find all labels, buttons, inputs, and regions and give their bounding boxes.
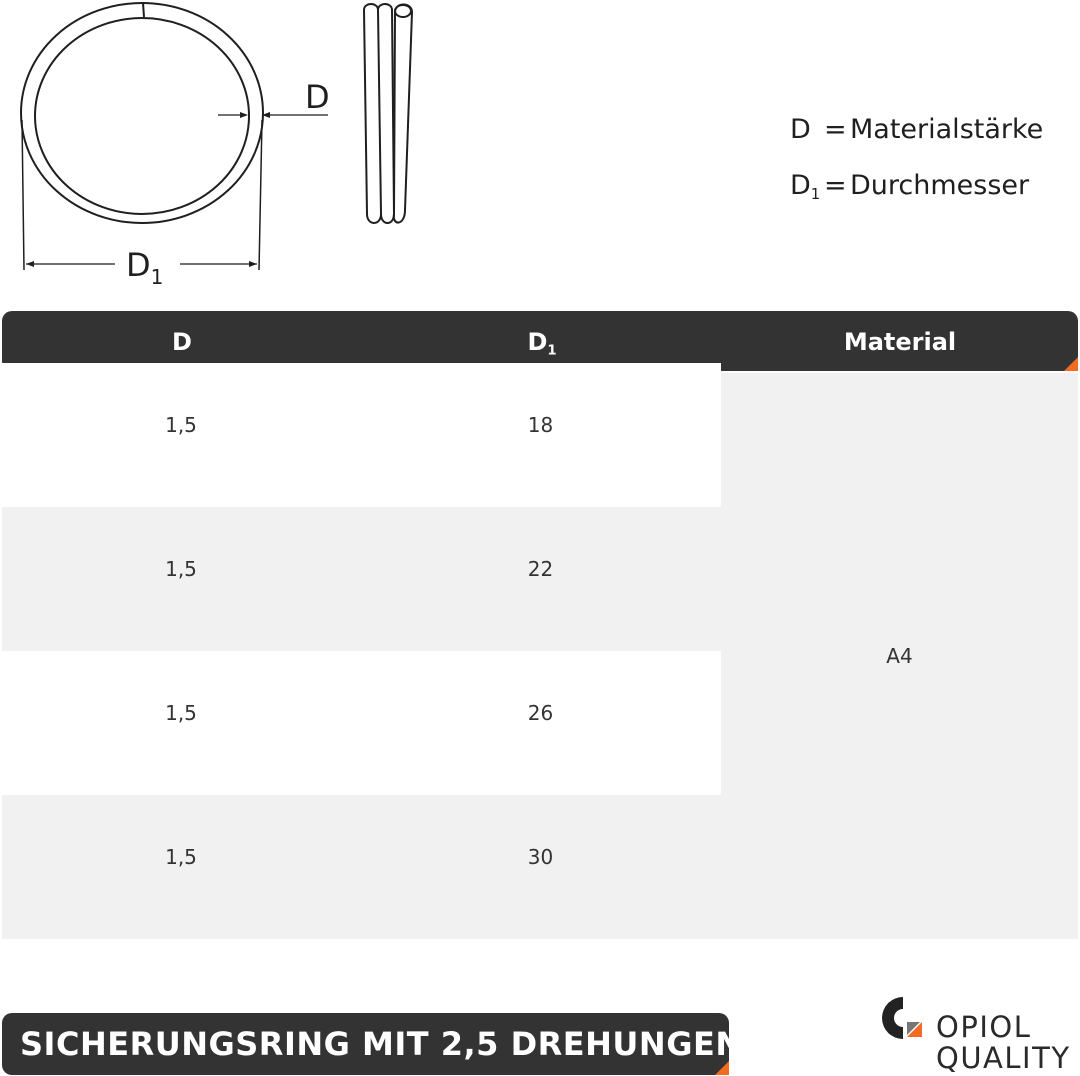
table-header xyxy=(2,311,1078,371)
legend-item-d: D = Materialstärke xyxy=(790,106,1043,162)
legend xyxy=(790,106,1043,218)
cell-material: A4 xyxy=(721,373,1078,939)
legend-text: Materialstärke xyxy=(850,114,1044,145)
table-row xyxy=(2,507,721,651)
ring-side-view xyxy=(364,4,412,223)
cell-d: 1,5 xyxy=(165,845,197,869)
d1-label: $D_1$ xyxy=(126,246,164,289)
cell-d1: 22 xyxy=(527,557,554,581)
product-title-banner xyxy=(2,1013,743,1075)
table-row xyxy=(2,363,721,507)
legend-item-d1: $D_1$ = Durchmesser xyxy=(790,162,1043,218)
legend-text: Durchmesser xyxy=(850,170,1030,202)
header-d1: $D_1$ xyxy=(527,328,557,359)
opiol-logo-icon xyxy=(880,995,930,1045)
ring-inner-circle xyxy=(35,18,249,214)
ring-outer-circle xyxy=(21,3,263,223)
cell-d: 1,5 xyxy=(165,557,197,581)
header-material: Material xyxy=(843,328,957,356)
header-d: D xyxy=(172,328,192,356)
cell-d1: 26 xyxy=(527,701,554,725)
table-row xyxy=(2,651,721,795)
d-label: D xyxy=(305,78,330,116)
cell-d1: 18 xyxy=(527,413,554,437)
cell-d: 1,5 xyxy=(165,413,197,437)
product-title: SICHERUNGSRING MIT 2,5 DREHUNGEN xyxy=(20,1025,743,1063)
cell-d: 1,5 xyxy=(165,701,197,725)
table-row xyxy=(2,795,721,939)
header-accent-corner xyxy=(1064,357,1078,371)
banner-accent-corner xyxy=(715,1061,729,1075)
logo-wordmark: OPIOL QUALITY xyxy=(936,1010,1071,1075)
cell-d1: 30 xyxy=(527,845,554,869)
ring-diagram xyxy=(0,0,440,300)
